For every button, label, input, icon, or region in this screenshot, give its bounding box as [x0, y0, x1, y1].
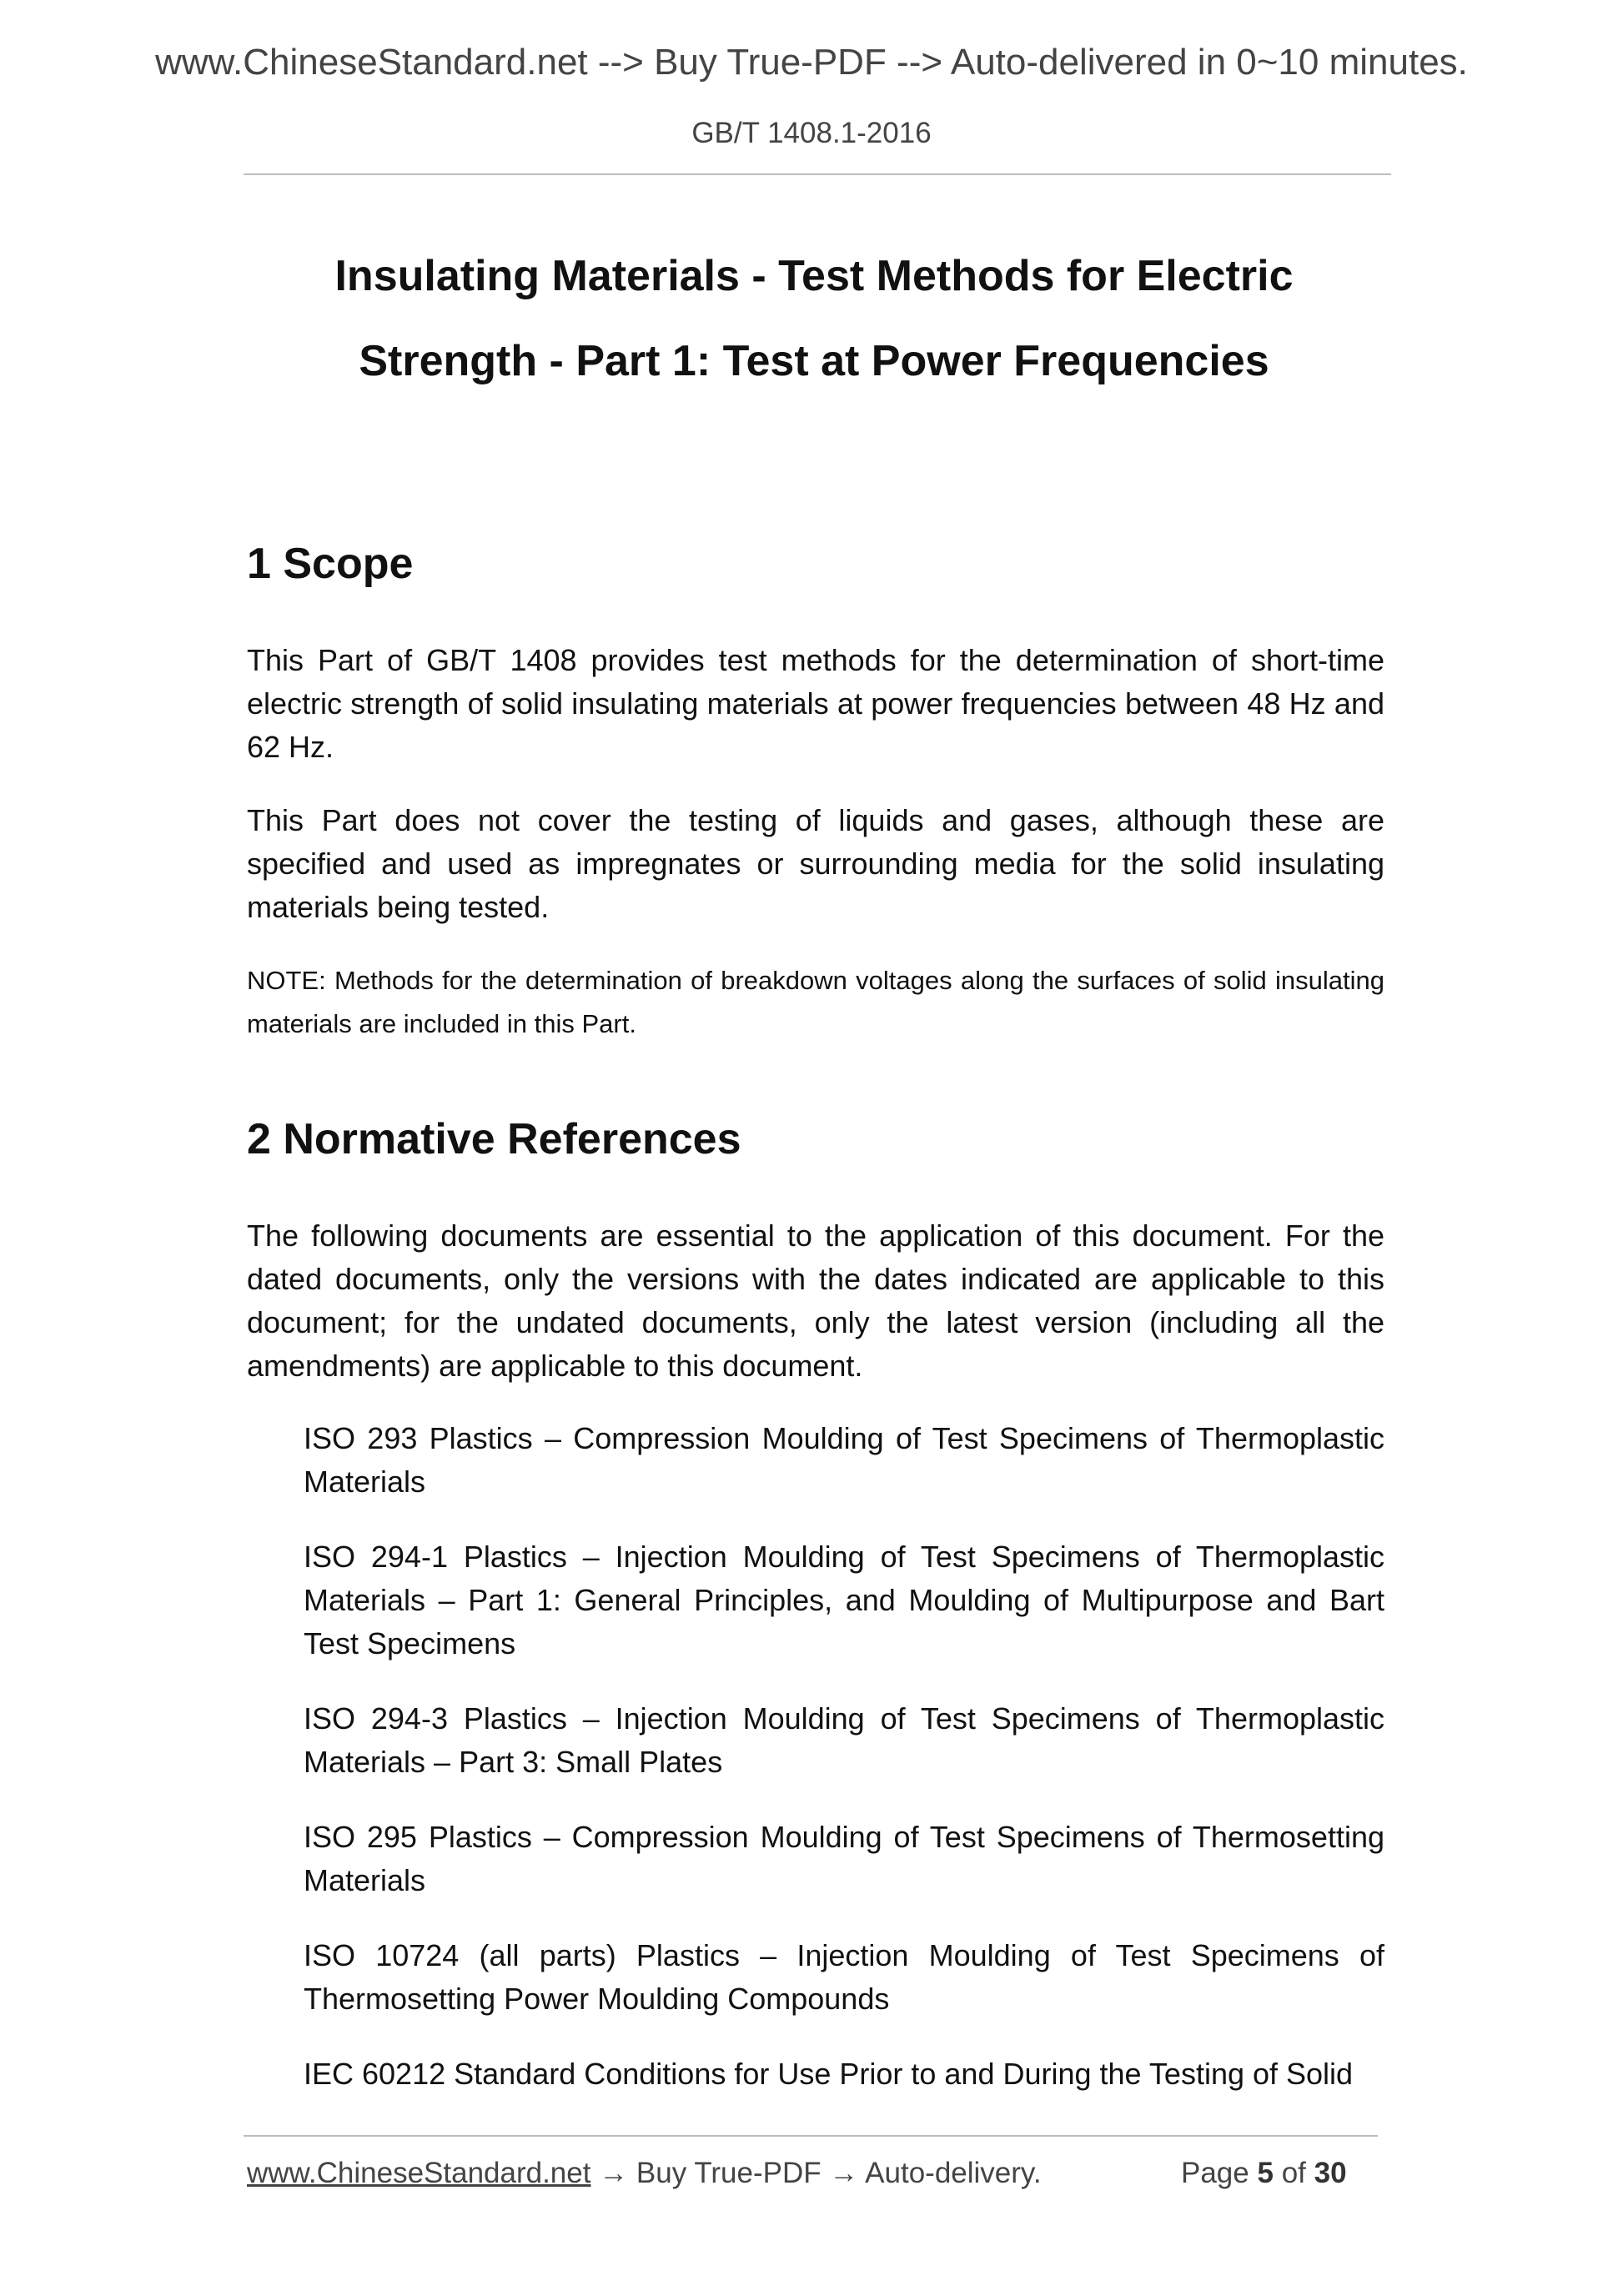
references-intro: The following documents are essential to the application of this document. For the dated documents, only the versions with the dates indicated are applicable to this document; for the undated documents, only the latest version (including all the amendments) are applicable to this document. [247, 1218, 1384, 1383]
reference-item: ISO 295 Plastics – Compression Moulding of Test Specimens of Thermosetting Materials [304, 1820, 1384, 1897]
reference-item: ISO 294-3 Plastics – Injection Moulding of Test Specimens of Thermoplastic Materials – Part 3: Small Plates [304, 1701, 1384, 1779]
section-heading-scope: 1 Scope [247, 540, 414, 588]
reference-item: ISO 294-1 Plastics – Injection Moulding of Test Specimens of Thermoplastic Materials – Part 1: General Principles, and Moulding of Multipurpose and Bart Test Specimens [304, 1540, 1384, 1660]
page-indicator [1181, 2157, 1347, 2190]
scope-paragraph-2: This Part does not cover the testing of liquids and gases, although these are specified and used as impregnates or surrounding media for the solid insulating materials being tested. [247, 803, 1384, 924]
footer-site-link[interactable]: www.ChineseStandard.net [247, 2157, 591, 2189]
footer-divider [244, 2135, 1378, 2137]
reference-item: ISO 293 Plastics – Compression Moulding of Test Specimens of Thermoplastic Materials [304, 1421, 1384, 1499]
page-of-label: of [1281, 2157, 1306, 2189]
reference-item: IEC 60212 Standard Conditions for Use Prior to and During the Testing of Solid [304, 2057, 1354, 2091]
title-line-1: Insulating Materials - Test Methods for Electric [334, 252, 1294, 300]
section-heading-normative-references: 2 Normative References [247, 1115, 741, 1163]
page-label: Page [1181, 2157, 1249, 2189]
page-current: 5 [1257, 2157, 1274, 2189]
header-divider [244, 173, 1391, 175]
standard-code: GB/T 1408.1-2016 [691, 117, 932, 149]
reference-item: ISO 10724 (all parts) Plastics – Injection Moulding of Test Specimens of Thermosetting Power Moulding Compounds [304, 1938, 1384, 2016]
footer-tagline: → Buy True-PDF → Auto-delivery. [590, 2157, 1042, 2189]
scope-note: NOTE: Methods for the determination of breakdown voltages along the surfaces of solid insulating materials are included in this Part. [247, 966, 1384, 1038]
scope-paragraph-1: This Part of GB/T 1408 provides test methods for the determination of short-time electric strength of solid insulating materials at power frequencies between 48 Hz and 62 Hz. [247, 643, 1384, 764]
document-title [244, 234, 1384, 404]
footer-promo [247, 2157, 1042, 2190]
site-banner: www.ChineseStandard.net --> Buy True-PDF --> Auto-delivered in 0~10 minutes. [155, 42, 1468, 83]
page-total: 30 [1314, 2157, 1347, 2189]
title-line-2: Strength - Part 1: Test at Power Frequencies [359, 337, 1269, 385]
